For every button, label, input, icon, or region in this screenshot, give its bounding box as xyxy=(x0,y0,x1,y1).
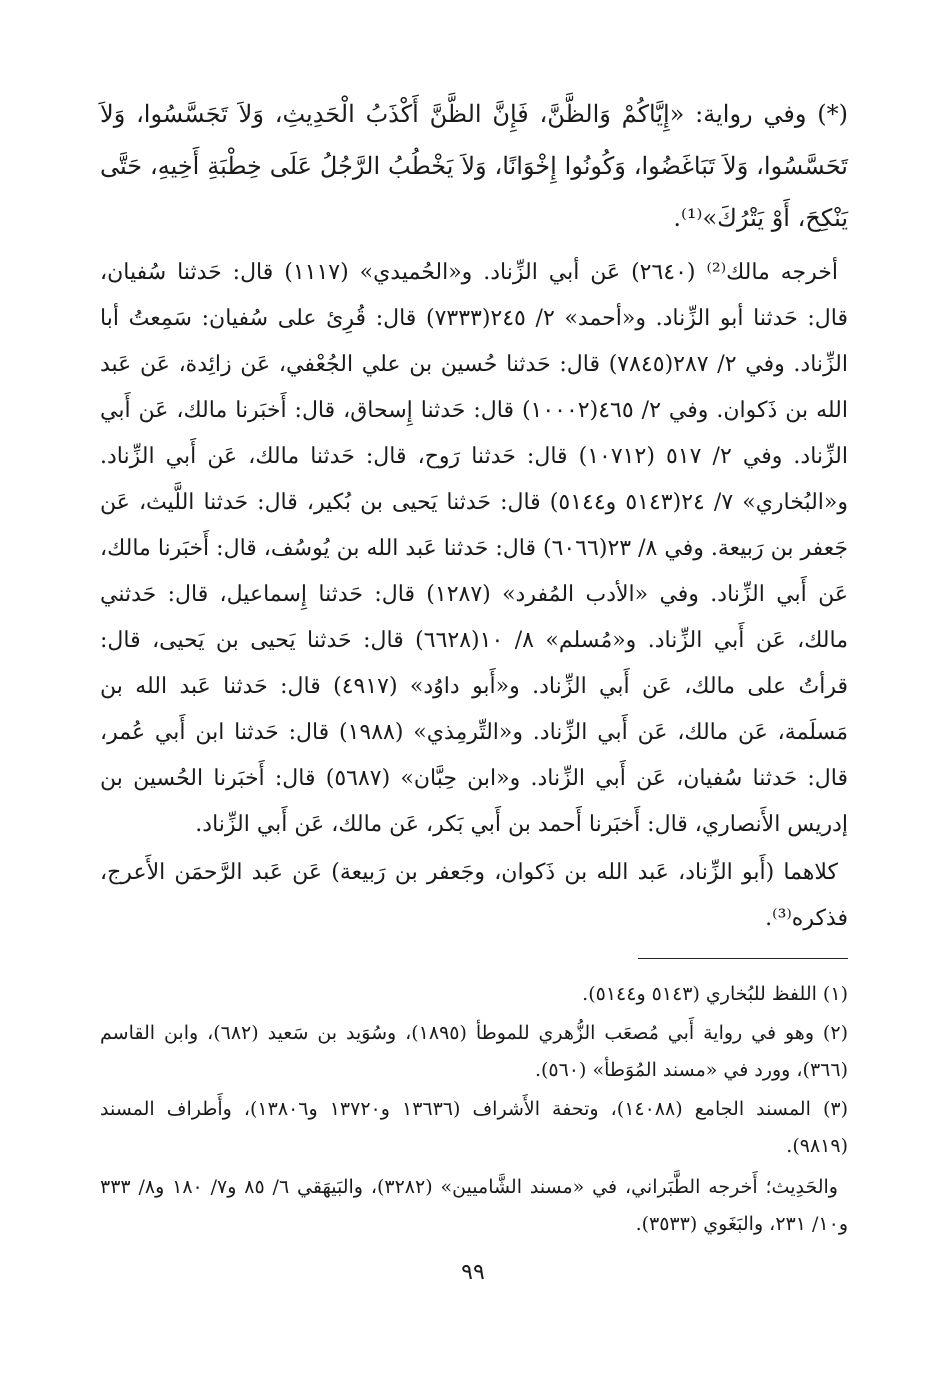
footnote-divider xyxy=(638,958,848,959)
summary-paragraph: كلاهما (أَبو الزِّناد، عَبد الله بن ذَكوان، وجَعفر بن رَبيعة) عَن عَبد الرَّحمَن الأَعرج، فذكره⁽³⁾. xyxy=(100,860,848,931)
page-number: ٩٩ xyxy=(461,1260,485,1285)
footnote-1: (١) اللفظ للبُخاري (٥١٤٣ و٥١٤٤). xyxy=(582,983,848,1005)
hadith-text: (*) وفي رواية: «إِيَّاكُمْ وَالظَّنَّ، فَإِنَّ الظَّنَّ أَكْذَبُ الْحَدِيثِ، وَلاَ تَجَسَّسُوا، وَلاَ تَحَسَّسُوا، وَلاَ تَبَاغَضُوا، وَكُونُوا إِخْوَانًا، وَلاَ يَخْطُبُ الرَّجُلُ عَلَى خِطْبَةِ أَخِيهِ، حَتَّى يَنْكِحَ، أَوْ يَتْرُكَ»⁽¹⁾. xyxy=(100,100,848,232)
takhrij-paragraph: أخرجه مالك⁽²⁾ (٢٦٤٠) عَن أبي الزِّناد. و«الحُميدي» (١١١٧) قال: حَدثنا سُفيان، قال: حَدثنا أبو الزِّناد. و«أحمد» ٢/ ٢٤٥(٧٣٣٣) قال: قُرِئ على سُفيان: سَمِعتُ أبا الزِّناد. وفي ٢/ ٢٨٧(٧٨٤٥) قال: حَدثنا حُسين بن علي الجُعْفي، عَن زائِدة، عَن عَبد الله بن ذَكوان. وفي ٢/ ٤٦٥(١٠٠٠٢) قال: حَدثنا إِسحاق، قال: أَخبَرنا مالك، عَن أَبي الزِّناد. وفي ٢/ ٥١٧ (١٠٧١٢) قال: حَدثنا رَوح، قال: حَدثنا مالك، عَن أَبي الزِّناد. و«البُخاري» ٧/ ٢٤(٥١٤٣ و٥١٤٤) قال: حَدثنا يَحيى بن بُكير، قال: حَدثنا اللَّيث، عَن جَعفر بن رَبيعة. وفي ٨/ ٢٣(٦٠٦٦) قال: حَدثنا عَبد الله بن يُوسُف، قال: أَخبَرنا مالك، عَن أَبي الزِّناد. وفي «الأدب المُفرد» (١٢٨٧) قال: حَدثنا إِسماعيل، قال: حَدثني مالك، عَن أَبي الزِّناد. و«مُسلم» ٨/ ١٠(٦٦٢٨) قال: حَدثنا يَحيى بن يَحيى، قال: قرأتُ على مالك، عَن أَبي الزِّناد. و«أَبو داوُد» (٤٩١٧) قال: حَدثنا عَبد الله بن مَسلَمة، عَن مالك، عَن أَبي الزِّناد. و«التِّرمِذي» (١٩٨٨) قال: حَدثنا ابن أَبي عُمر، قال: حَدثنا سُفيان، عَن أَبي الزِّناد. و«ابن حِبَّان» (٥٦٨٧) قال: أَخبَرنا الحُسين بن إدريس الأَنصاري، قال: أَخبَرنا أَحمد بن أَبي بَكر، عَن مالك، عَن أَبي الزِّناد. xyxy=(100,260,849,837)
footnote-3: (٣) المسند الجامع (١٤٠٨٨)، وتحفة الأَشراف (١٣٦٣٦ و١٣٧٢٠ و١٣٨٠٦)، وأَطراف المسند (٩٨١٩). xyxy=(100,1098,848,1157)
page-body xyxy=(100,88,848,1318)
footnotes xyxy=(100,976,848,1245)
footnote-extra: والحَدِيث؛ أَخرجه الطَّبَراني، في «مسند الشَّاميين» (٣٢٨٢)، والبَيهَقي ٦/ ٨٥ و٧/ ١٨٠ و٨/ ٣٣٣ و١٠/ ٢٣١، والبَغَوي (٣٥٣٣). xyxy=(100,1176,848,1235)
footnote-2: (٢) وهو في رواية أَبي مُصعَب الزُّهري للموطأ (١٨٩٥)، وسُوَيد بن سَعيد (٦٨٢)، وابن القاسم (٣٦٦)، وورد في «مسند المُوَطأ» (٥٦٠). xyxy=(100,1022,848,1081)
